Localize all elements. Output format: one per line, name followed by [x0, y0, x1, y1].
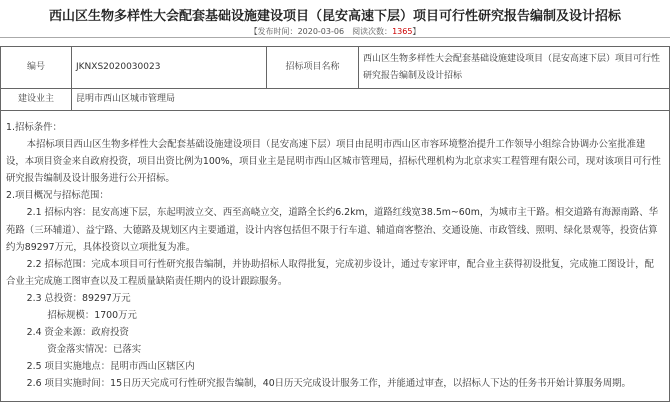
publish-time: 2020-03-06: [297, 27, 345, 36]
announcement-body: [1, 111, 670, 402]
section-2-heading: 2.项目概况与招标范围：: [6, 190, 109, 202]
section-2-4-source: 2.4 资金来源：政府投资: [26, 327, 129, 339]
table-row: [1, 89, 670, 111]
owner-value: 昆明市西山区城市管理局: [72, 89, 670, 111]
section-2-4-status: 资金落实情况：已落实: [47, 344, 142, 356]
section-2-3-scale: 招标规模：1700万元: [47, 310, 137, 322]
meta-close: 】: [412, 27, 421, 36]
section-2-1: 2.1 招标内容：昆安高速下层，东起明波立交、西至高峣立交，道路全长约6.2km，道路红线宽38.5m~60m，为城市主干路。相交道路有海源南路、华苑路（三环辅道）、益宁路、大德路及规划区内主要通道，设计内容包括但不限于行车道、辅道商客整治、交通设施、市政管线、照明、绿化景观等，投资估算约为89297万元，具体投资以立项批复为准。: [6, 207, 658, 253]
publish-time-label: 【发布时间：: [249, 27, 298, 36]
section-2-6: 2.6 项目实施时间：15日历天完成可行性研究报告编制，40日历天完成设计服务工作，并能通过审查，以招标人下达的任务书开始计算服务周期。: [26, 378, 631, 390]
section-1-heading: 1.招标条件：: [6, 122, 62, 133]
section-2-5: 2.5 项目实施地点：昆明市西山区辖区内: [26, 361, 195, 373]
header-divider: [0, 37, 670, 38]
publish-meta: [0, 26, 670, 37]
section-1-text: 本招标项目西山区生物多样性大会配套基础设施建设项目（昆安高速下层）项目由昆明市西山区市容环境整治提升工作领导小组综合协调办公室批准建设，本项目资金来自政府投资，项目出资比例为100%，项目业主是昆明市西山区城市管理局，招标代理机构为北京求实工程管理有限公司，现对该项目可行性研究报告编制及设计服务进行公开招标。: [6, 139, 661, 185]
table-row: [1, 111, 670, 402]
views-label: 阅读次数：: [352, 27, 393, 36]
project-name-label: 招标项目名称: [267, 47, 359, 89]
views-count: 1365: [392, 27, 413, 36]
section-2-3-total: 2.3 总投资：89297万元: [26, 292, 131, 304]
table-row: [1, 47, 670, 89]
owner-label: 建设业主: [1, 89, 72, 111]
page-title: 西山区生物多样性大会配套基础设施建设项目（昆安高速下层）项目可行性研究报告编制及设计招标: [48, 9, 621, 24]
section-2-2: 2.2 招标范围：完成本项目可行性研究报告编制，并协助招标人取得批复，完成初步设计，通过专家评审，配合业主获得初设批复，完成施工图设计，配合业主完成施工图审查以及工程质量缺陷责任期内的设计跟踪服务。: [6, 258, 654, 287]
code-value: JKNXS2020030023: [72, 47, 267, 89]
code-label: 编号: [1, 47, 72, 89]
info-table: [0, 46, 670, 402]
project-name-value: 西山区生物多样性大会配套基础设施建设项目（昆安高速下层）项目可行性研究报告编制及设计招标: [359, 47, 670, 89]
